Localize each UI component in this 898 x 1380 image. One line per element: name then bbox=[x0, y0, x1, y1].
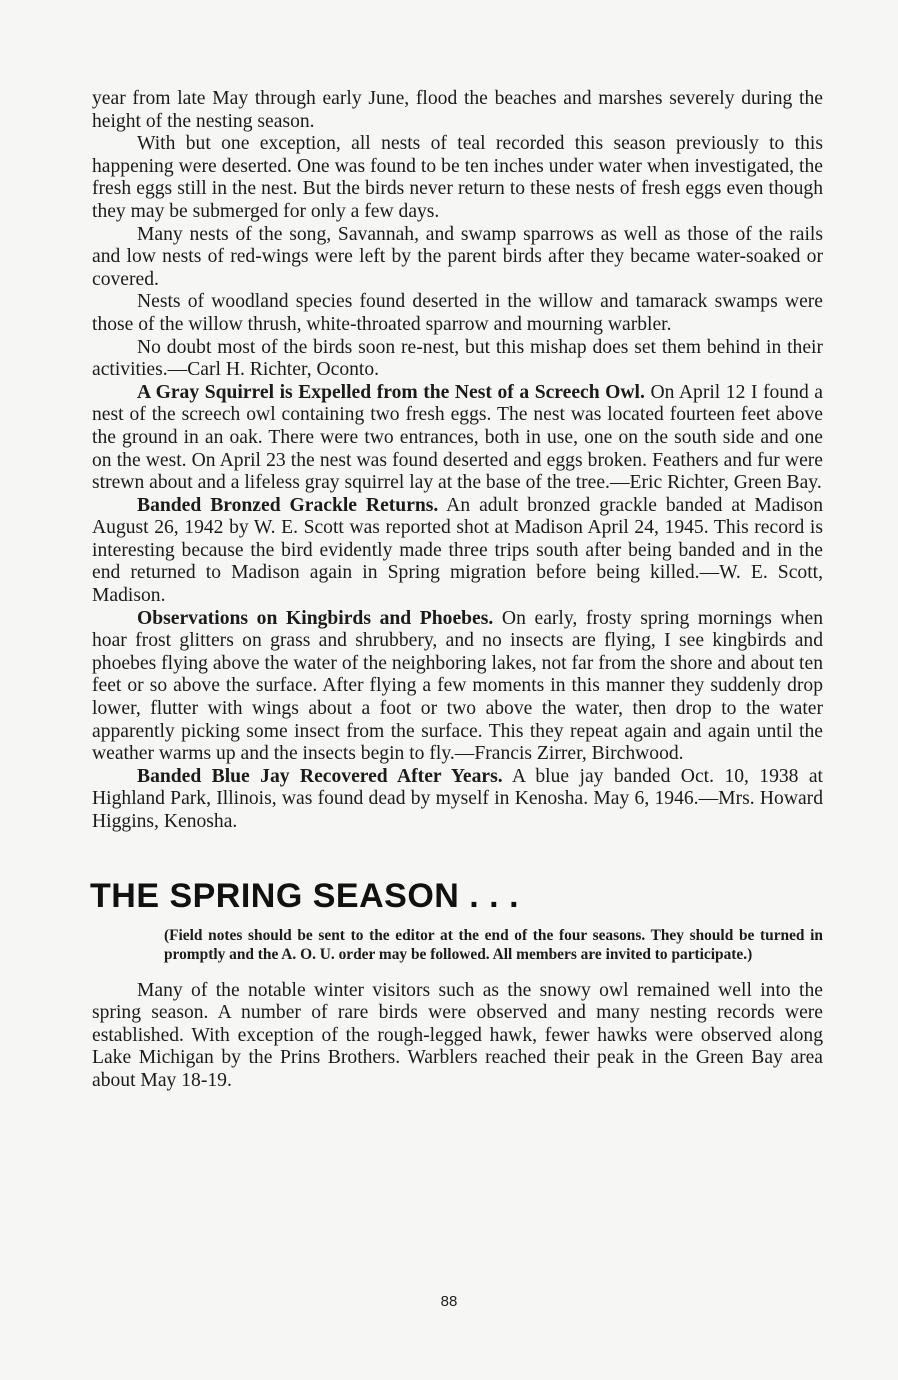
note-kingbirds-phoebes-heading: Observations on Kingbirds and Phoebes. bbox=[137, 607, 494, 629]
note-bronzed-grackle-heading: Banded Bronzed Grackle Returns. bbox=[137, 494, 439, 516]
section-title: THE SPRING SEASON . . . bbox=[90, 876, 520, 915]
note-screech-owl bbox=[92, 382, 823, 495]
note-blue-jay bbox=[92, 766, 823, 834]
paragraph-3-text: Many nests of the song, Savannah, and swamp sparrows as well as those of the rails and low nests of red-wings were left by the parent birds after they became water-soaked or covered. bbox=[92, 223, 823, 290]
note-screech-owl-text: On April 12 I found a nest of the screech owl containing two fresh eggs. The nest was located fourteen feet above the ground in an oak. There were two entrances, both in use, one on the south side and one on the west. On April 23 the nest was found deserted and eggs broken. Feathers and fur were strewn about and a lifeless gray squirrel lay at the base of the tree.—Eric Richter, Green Bay. bbox=[92, 381, 823, 494]
section-body: Many of the notable winter visitors such as the snowy owl remained well into the spring season. A number of rare birds were observed and many nesting records were established. With exception of the rough-legged hawk, fewer hawks were observed along Lake Michigan by the Prins Brothers. Warblers reached their peak in the Green Bay area about May 18-19. bbox=[92, 979, 823, 1091]
note-blue-jay-heading: Banded Blue Jay Recovered After Years. bbox=[137, 765, 503, 787]
paragraph-3 bbox=[92, 224, 823, 292]
paragraph-2-text: With but one exception, all nests of teal recorded this season previously to this happening were deserted. One was found to be ten inches under water when investigated, the fresh eggs still in the nest. But the birds never return to these nests of fresh eggs even though they may be submerged for only a few days. bbox=[92, 133, 823, 222]
note-bronzed-grackle bbox=[92, 495, 823, 608]
paragraph-4-text: Nests of woodland species found deserted in the willow and tamarack swamps were those of the willow thrush, white-throated sparrow and mourning warbler. bbox=[92, 291, 823, 335]
paragraph-4 bbox=[92, 291, 823, 336]
paragraph-5-text: No doubt most of the birds soon re-nest, but this mishap does set them behind in their activities.—Carl H. Richter, Oconto. bbox=[92, 336, 823, 381]
page-content bbox=[92, 88, 823, 1093]
paragraph-5 bbox=[92, 337, 823, 382]
note-bronzed-grackle-text: An adult bronzed grackle banded at Madison August 26, 1942 by W. E. Scott was reported shot at Madison April 24, 1945. This record is interesting because the bird evidently made three trips south after being banded and in the end returned to Madison again in Spring migration before being killed.—W. E. Scott, Madison. bbox=[92, 494, 824, 607]
note-blue-jay-text: A blue jay banded Oct. 10, 1938 at Highland Park, Illinois, was found dead by myself in Kenosha. May 6, 1946.—Mrs. Howard Higgins, Kenosha. bbox=[92, 765, 823, 832]
editor-note: (Field notes should be sent to the editor at the end of the four seasons. They should be turned in promptly and the A. O. U. order may be followed. All members are invited to participate.) bbox=[164, 926, 823, 963]
paragraph-2 bbox=[92, 133, 823, 223]
note-kingbirds-phoebes-text: On early, frosty spring mornings when hoar frost glitters on grass and shrubbery, and no insects are flying, I see kingbirds and phoebes flying above the water of the neighboring lakes, not far from the shore and about ten feet or so above the surface. After flying a few moments in this manner they suddenly drop lower, flutter with wings about a foot or two above the water, then drop to the water apparently picking some insect from the surface. This they repeat again and again until the weather warms up and the insects begin to fly.—Francis Zirrer, Birchwood. bbox=[92, 607, 823, 765]
paragraph-1 bbox=[92, 88, 823, 133]
page-number: 88 bbox=[440, 1293, 458, 1310]
note-kingbirds-phoebes bbox=[92, 608, 823, 766]
note-screech-owl-heading: A Gray Squirrel is Expelled from the Nest of a Screech Owl. bbox=[137, 381, 645, 403]
paragraph-1-text: year from late May through early June, flood the beaches and marshes severely during the height of the nesting season. bbox=[92, 88, 823, 132]
